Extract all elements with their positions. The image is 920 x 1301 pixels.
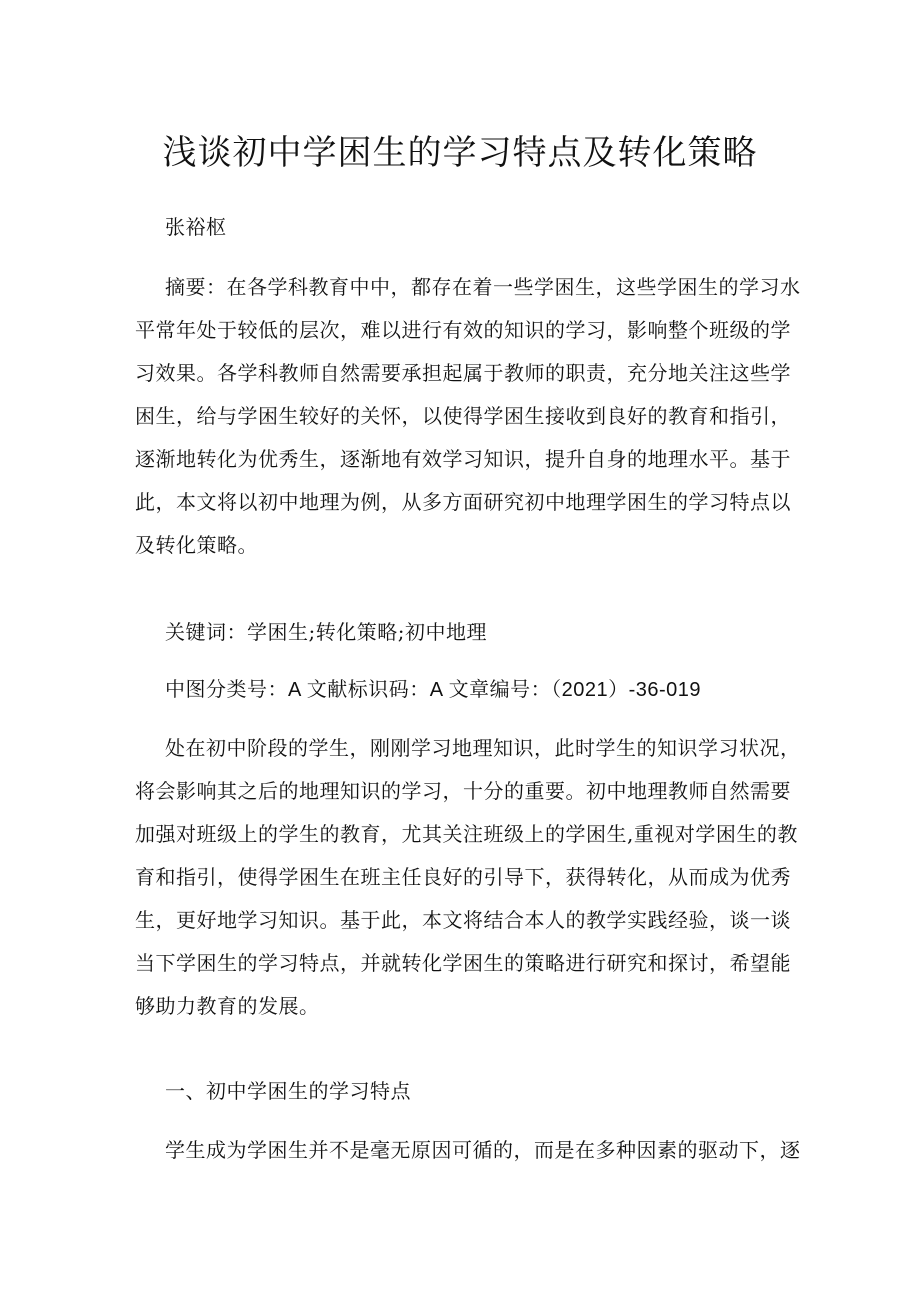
author-name: 张裕枢 [165, 215, 227, 239]
intro-line: 够助力教育的发展。 [135, 994, 320, 1018]
intro-line: 当下学困生的学习特点，并就转化学困生的策略进行研究和探讨，希望能 [135, 951, 791, 975]
document-title: 浅谈初中学困生的学习特点及转化策略 [162, 133, 758, 173]
intro-line: 处在初中阶段的学生，刚刚学习地理知识，此时学生的知识学习状况， [165, 736, 801, 760]
intro-line: 育和指引，使得学困生在班主任良好的引导下，获得转化，从而成为优秀 [135, 865, 791, 889]
intro-line: 将会影响其之后的地理知识的学习，十分的重要。初中地理教师自然需要 [135, 779, 791, 803]
classification-info: 中图分类号：A 文献标识码：A 文章编号：（2021）-36-019 [165, 679, 702, 701]
body-line: 学生成为学困生并不是毫无原因可循的，而是在多种因素的驱动下，逐 [165, 1138, 801, 1162]
abstract-line: 逐渐地转化为优秀生，逐渐地有效学习知识，提升自身的地理水平。基于 [135, 447, 791, 471]
abstract-line: 及转化策略。 [135, 533, 258, 557]
section-heading: 一、初中学困生的学习特点 [165, 1079, 411, 1103]
abstract-line: 此，本文将以初中地理为例，从多方面研究初中地理学困生的学习特点以 [135, 490, 791, 514]
abstract-line: 平常年处于较低的层次，难以进行有效的知识的学习，影响整个班级的学 [135, 318, 791, 342]
keywords: 关键词：学困生;转化策略;初中地理 [165, 620, 487, 644]
intro-line: 加强对班级上的学生的教育，尤其关注班级上的学困生,重视对学困生的教 [135, 822, 798, 846]
abstract-line: 困生，给与学困生较好的关怀，以使得学困生接收到良好的教育和指引， [135, 404, 791, 428]
intro-line: 生，更好地学习知识。基于此，本文将结合本人的教学实践经验，谈一谈 [135, 908, 791, 932]
abstract-line: 习效果。各学科教师自然需要承担起属于教师的职责，充分地关注这些学 [135, 361, 791, 385]
abstract-line: 摘要：在各学科教育中中，都存在着一些学困生，这些学困生的学习水 [165, 275, 801, 299]
